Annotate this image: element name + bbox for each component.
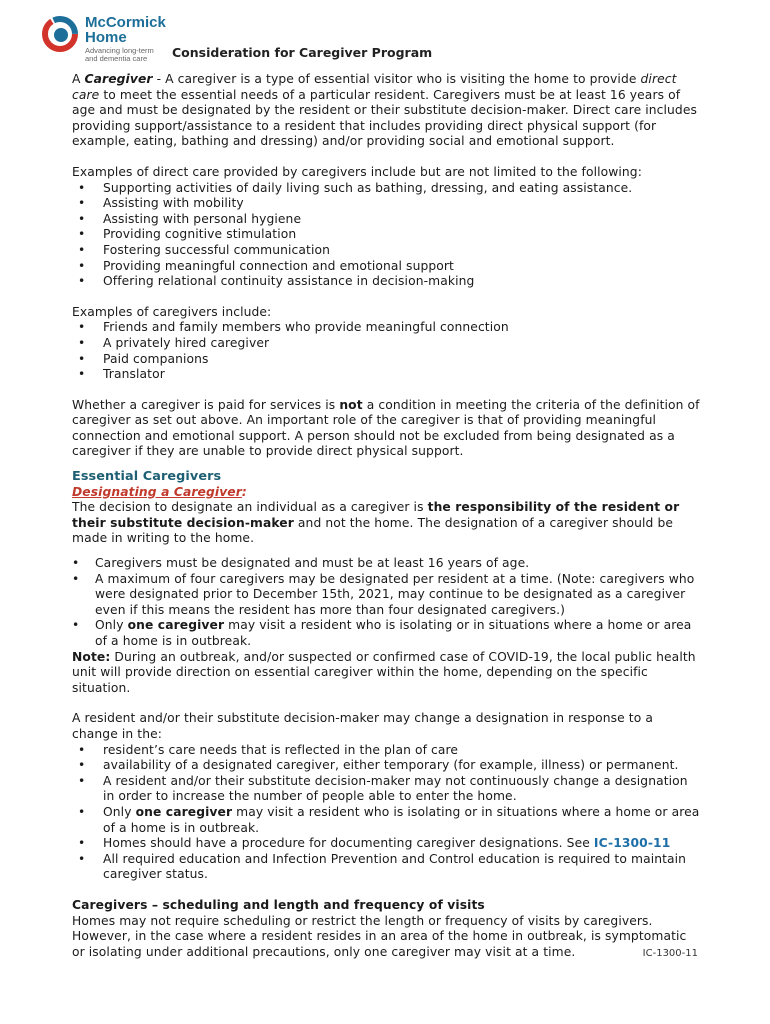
change-list <box>72 743 700 883</box>
logo-tagline: Advancing long-term and dementia care <box>85 46 154 63</box>
change-intro: A resident and/or their substitute decision-maker may change a designation in response to a change in the: <box>72 711 654 741</box>
bullet-icon: • <box>72 556 80 571</box>
bullet-icon: • <box>78 351 86 366</box>
scheduling-paragraph: Homes may not require scheduling or restrict the length or frequency of visits by caregivers. However, in the case where a resident resides in an area of the home in outbreak, is symptomatic or isolating under additional precautions, only one caregiver may visit at a time. <box>72 913 687 959</box>
bullet-icon: • <box>78 211 86 226</box>
bullet-icon: • <box>78 836 86 851</box>
bullet-icon: • <box>78 742 86 757</box>
designation-paragraph: The decision to designate an individual as a caregiver is the responsibility of the resident or their substitute decision-maker and not the home. The designation of a caregiver should be made in writing to the home. <box>72 500 680 546</box>
bullet-icon: • <box>78 242 86 257</box>
direct-care-list <box>72 181 700 290</box>
list-item: • Paid companions <box>78 351 209 366</box>
list-item: • A maximum of four caregivers may be designated per resident at a time. (Note: caregivers who were designated prior to December 15th, 2021, may continue to be designated as a caregiver even if this means the resident has more than four designated caregivers.) <box>72 571 695 617</box>
list-item: • Fostering successful communication <box>78 242 330 257</box>
logo-name-line2: Home <box>85 29 127 46</box>
intro-paragraph: A Caregiver - A caregiver is a type of essential visitor who is visiting the home to provide direct care to meet the essential needs of a particular resident. Caregivers must be at least 16 years of age and must be designated by the resident or their substitute decision-maker. Direct care includes providing support/assistance to a resident that includes providing direct physical support (for example, eating, bathing and dressing) and/or providing social and emotional support. <box>72 72 698 149</box>
logo-name <box>85 15 166 45</box>
list-item: • Only one caregiver may visit a resident who is isolating or in situations where a home or area of a home is in outbreak. <box>78 804 700 835</box>
list-item: • availability of a designated caregiver, either temporary (for example, illness) or permanent. <box>78 758 679 773</box>
bullet-icon: • <box>78 758 86 773</box>
designating-subheading: Designating a Caregiver: <box>72 484 247 499</box>
list-item: • A resident and/or their substitute decision-maker may not continuously change a designation in order to increase the number of people able to enter the home. <box>78 773 688 804</box>
bullet-icon: • <box>78 773 86 788</box>
list-item: • Homes should have a procedure for documenting caregiver designations. See IC-1300-11 <box>78 836 671 851</box>
bullet-icon: • <box>78 180 86 195</box>
list-item: • Assisting with mobility <box>78 196 244 211</box>
bullet-icon: • <box>78 274 86 289</box>
bullet-icon: • <box>78 258 86 273</box>
bullet-icon: • <box>78 335 86 350</box>
bullet-icon: • <box>78 196 86 211</box>
logo-mark-icon <box>40 14 80 54</box>
policy-link[interactable]: IC-1300-11 <box>593 836 671 851</box>
footer-doc-id: IC-1300-11 <box>642 948 698 959</box>
direct-care-heading: Examples of direct care provided by caregivers include but are not limited to the following: <box>72 164 642 179</box>
list-item: • All required education and Infection Prevention and Control education is required to maintain caregiver status. <box>78 851 687 882</box>
note-paragraph: Note: During an outbreak, and/or suspected or confirmed case of COVID-19, the local public health unit will provide direction on essential caregiver within the home, depending on the specific situation. <box>72 649 696 695</box>
paid-paragraph: Whether a caregiver is paid for services is not a condition in meeting the criteria of the definition of caregiver as set out above. An important role of the caregiver is that of providing meaningful connection and emotional support. A person should not be excluded from being designated as a caregiver if they are unable to provide direct physical support. <box>72 397 700 459</box>
list-item: • A privately hired caregiver <box>78 335 270 350</box>
designation-list <box>72 556 700 650</box>
list-item: • Assisting with personal hygiene <box>78 211 302 226</box>
direct-care-term: direct care <box>72 72 677 102</box>
list-item: • Caregivers must be designated and must be at least 16 years of age. <box>72 556 530 571</box>
mccormick-home-logo <box>40 14 170 63</box>
scheduling-heading: Caregivers – scheduling and length and frequency of visits <box>72 897 485 912</box>
essential-caregivers-heading: Essential Caregivers <box>72 469 222 485</box>
document-body <box>72 72 700 960</box>
bullet-icon: • <box>78 320 86 335</box>
list-item: • Providing cognitive stimulation <box>78 227 297 242</box>
bullet-icon: • <box>72 618 80 633</box>
list-item: • Only one caregiver may visit a resident who is isolating or in situations where a home or area of a home is in outbreak. <box>72 618 692 648</box>
list-item: • resident’s care needs that is reflected in the plan of care <box>78 742 459 757</box>
bullet-icon: • <box>78 367 86 382</box>
list-item: • Providing meaningful connection and emotional support <box>78 258 454 273</box>
list-item: • Friends and family members who provide meaningful connection <box>78 320 509 335</box>
bullet-icon: • <box>78 851 86 866</box>
list-item: • Translator <box>78 367 165 382</box>
logo-name-line1: McCormick <box>85 14 166 31</box>
bullet-icon: • <box>78 227 86 242</box>
document-title: Consideration for Caregiver Program <box>172 45 433 60</box>
caregiver-term: Caregiver <box>84 72 153 86</box>
bullet-icon: • <box>78 804 86 819</box>
caregiver-examples-list <box>72 320 700 382</box>
bullet-icon: • <box>72 571 80 586</box>
list-item: • Supporting activities of daily living such as bathing, dressing, and eating assistance. <box>78 180 633 195</box>
caregiver-examples-heading: Examples of caregivers include: <box>72 304 272 319</box>
list-item: • Offering relational continuity assistance in decision-making <box>78 274 475 289</box>
